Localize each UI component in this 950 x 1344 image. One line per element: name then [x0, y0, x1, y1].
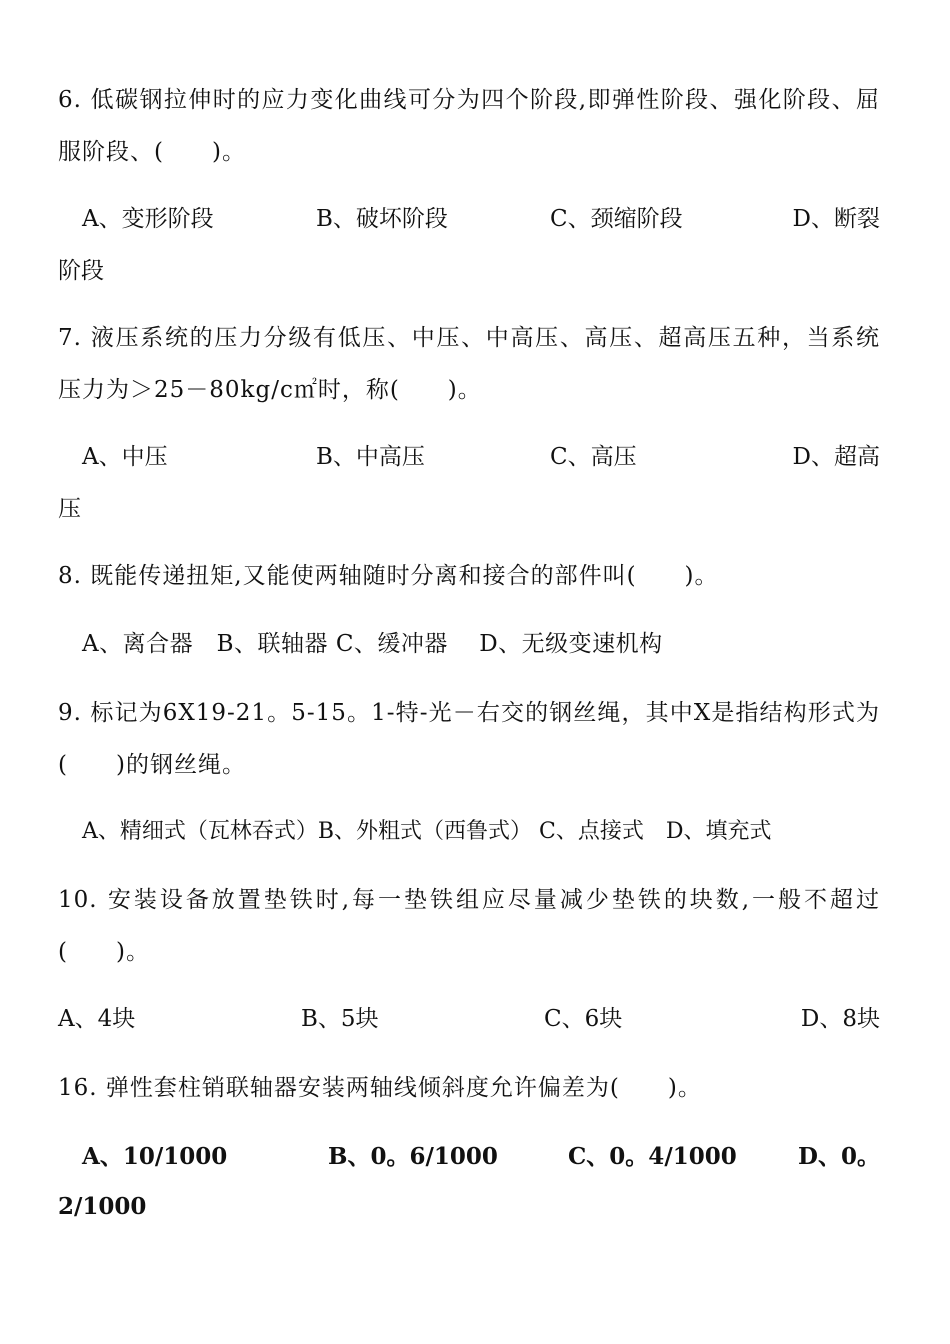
option-d-wrap: 阶段: [58, 258, 104, 284]
option-b: B、破坏阶段: [316, 206, 448, 232]
option-a: A、中压: [82, 444, 168, 470]
question-8: [58, 550, 880, 602]
options-line: A、精细式（瓦林吞式）B、外粗式（西鲁式） C、点接式 D、填充式: [82, 819, 772, 844]
options-8: [58, 618, 880, 670]
option-c: C、高压: [550, 444, 637, 470]
option-b: B、0。6/1000: [328, 1143, 498, 1170]
question-text: 10. 安装设备放置垫铁时,每一垫铁组应尽量减少垫铁的块数,一般不超过( )。: [58, 887, 880, 965]
question-text: 7. 液压系统的压力分级有低压、中压、中高压、高压、超高压五种，当系统压力为＞25－80kg/c㎡时，称( )。: [58, 325, 880, 403]
option-c: C、6块: [544, 1006, 623, 1032]
option-b: B、中高压: [316, 444, 425, 470]
question-7: [58, 312, 880, 416]
option-c: C、0。4/1000: [568, 1143, 737, 1170]
option-a: A、4块: [58, 1006, 136, 1032]
options-10: [58, 993, 880, 1045]
option-d: D、8块: [800, 1006, 880, 1032]
options-6: [58, 193, 880, 297]
option-c: C、颈缩阶段: [550, 206, 683, 232]
question-10: [58, 874, 880, 978]
option-a: A、变形阶段: [82, 206, 214, 232]
question-text: 8. 既能传递扭矩,又能使两轴随时分离和接合的部件叫( )。: [58, 563, 719, 589]
options-line: A、离合器 B、联轴器 C、缓冲器 D、无级变速机构: [82, 631, 663, 657]
option-b: B、5块: [301, 1006, 379, 1032]
option-a: A、10/1000: [82, 1143, 228, 1170]
option-d: D、断裂: [792, 206, 880, 232]
question-text: 9. 标记为6X19-21。5-15。1-特-光－右交的钢丝绳，其中X是指结构形式为( )的钢丝绳。: [58, 700, 880, 778]
options-9: [58, 806, 880, 858]
question-16: [58, 1062, 880, 1114]
options-16: [58, 1131, 880, 1231]
option-d: D、0。: [798, 1143, 880, 1170]
question-text: 16. 弹性套柱销联轴器安装两轴线倾斜度允许偏差为( )。: [58, 1075, 702, 1101]
option-d: D、超高: [792, 444, 880, 470]
options-7: [58, 431, 880, 535]
question-6: [58, 74, 880, 178]
question-text: 6. 低碳钢拉伸时的应力变化曲线可分为四个阶段,即弹性阶段、强化阶段、屈服阶段、( )。: [58, 87, 880, 165]
option-d-wrap: 压: [58, 496, 81, 522]
option-d-wrap: 2/1000: [58, 1193, 147, 1220]
question-9: [58, 687, 880, 791]
